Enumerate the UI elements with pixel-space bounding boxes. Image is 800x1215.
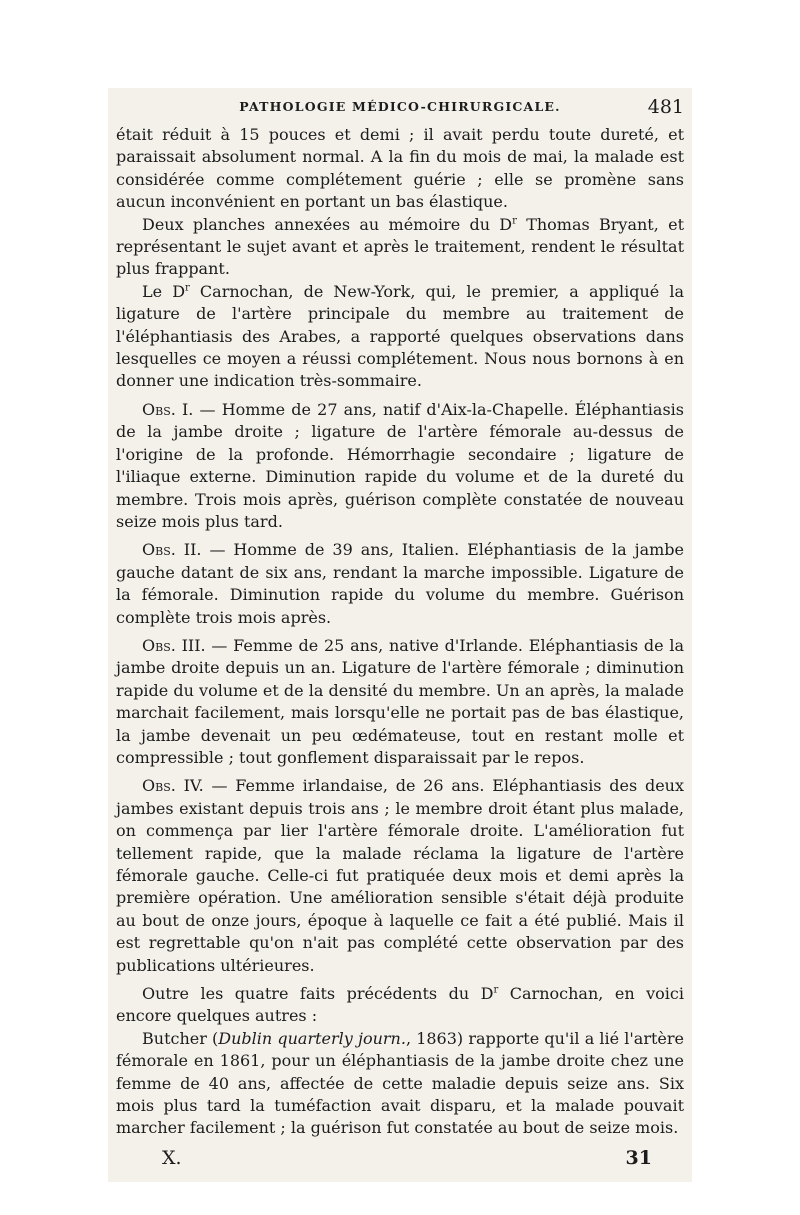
paragraph-text: Butcher ( (142, 1028, 219, 1048)
observation-paragraph (116, 775, 684, 977)
signature-mark-letter: X. (162, 1147, 182, 1169)
observation-label: Obs. I. (142, 399, 194, 419)
body-paragraph (116, 1028, 684, 1140)
paragraph-text: Le D (142, 281, 186, 301)
body-paragraph (116, 214, 684, 281)
superscript-text: r (493, 984, 499, 996)
paragraph-text: Thomas Bryant, et représentant le sujet avant et après le traitement, rendent le résultat plus frappant. (116, 214, 684, 279)
paragraph-text: — Homme de 39 ans, Italien. Eléphantiasis de la jambe gauche datant de six ans, rendant la marche impossible. Ligature de la fémorale. Diminution rapide du volume du membre. Guérison complète trois mois après. (116, 540, 684, 627)
observation-paragraph (116, 399, 684, 533)
observation-label: Obs. III. (142, 635, 206, 655)
running-head-title: PATHOLOGIE MÉDICO-CHIRURGICALE. (239, 99, 561, 114)
body-paragraph (116, 281, 684, 393)
journal-title: Dublin quarterly journ. (218, 1028, 406, 1048)
book-page (108, 88, 692, 1182)
body-paragraph (116, 124, 684, 214)
signature-mark-number: 31 (625, 1147, 652, 1169)
observation-paragraph (116, 635, 684, 769)
paragraph-text: — Femme de 25 ans, native d'Irlande. Eléphantiasis de la jambe droite depuis un an. Ligature de l'artère fémorale ; diminution rapide du volume et de la densité du membre. Un an après, la malade marchait facilement, mais lorsqu'elle ne portait pas de bas élastique, la jambe devenait un peu œdémateuse, tout en restant molle et compressible ; tout gonflement disparaissait par le repos. (116, 635, 684, 767)
paragraph-text: Outre les quatre faits précédents du D (142, 984, 494, 1004)
paragraph-text: , 1863) rapporte qu'il a lié l'artère fémorale en 1861, pour un éléphantiasis de la jambe droite chez une femme de 40 ans, affectée de cette maladie depuis seize ans. Six mois plus tard la tuméfaction avait disparu, et la malade pouvait marcher facilement ; la guérison fut constatée au bout de seize mois. (116, 1028, 685, 1138)
paragraph-text: — Homme de 27 ans, natif d'Aix-la-Chapelle. Éléphantiasis de la jambe droite ; ligature de l'artère fémorale au-dessus de l'origine de la profonde. Hémorrhagie secondaire ; ligature de l'iliaque externe. Diminution rapide du volume et de la dureté du membre. Trois mois après, guérison complète constatée de nouveau seize mois plus tard. (116, 399, 684, 531)
observation-label: Obs. II. (142, 540, 202, 560)
paragraph-text: était réduit à 15 pouces et demi ; il avait perdu toute dureté, et paraissait absolument normal. A la fin du mois de mai, la malade est considérée comme complétement guérie ; elle se promène sans aucun inconvénient en portant un bas élastique. (116, 125, 684, 212)
running-head (116, 94, 684, 120)
observation-paragraph (116, 983, 684, 1028)
page-number: 481 (647, 96, 684, 118)
text-body (116, 124, 684, 1140)
observation-label: Obs. IV. (142, 776, 204, 796)
paragraph-text: Carnochan, en voici encore quelques autres : (116, 984, 684, 1026)
paragraph-text: Deux planches annexées au mémoire du D (142, 214, 513, 234)
observation-paragraph (116, 539, 684, 629)
superscript-text: r (512, 215, 517, 227)
paragraph-text: — Femme irlandaise, de 26 ans. Eléphantiasis des deux jambes existant depuis trois ans ; le membre droit étant plus malade, on commença par lier l'artère fémorale droite. L'amélioration fut tellement rapide, que la malade réclama la ligature de l'artère fémorale gauche. Celle-ci fut pratiquée deux mois et demi après la première opération. Une amélioration sensible s'était déjà produite au bout de onze jours, époque à laquelle ce fait a été publié. Mais il est regrettable qu'on n'ait pas complété cette observation par des publications ultérieures. (116, 776, 685, 975)
page-footer (148, 1144, 652, 1172)
paragraph-text: Carnochan, de New-York, qui, le premier, a appliqué la ligature de l'artère principale du membre au traitement de l'éléphantiasis des Arabes, a rapporté quelques observations dans lesquelles ce moyen a réussi complétement. Nous nous bornons à en donner une indication très-sommaire. (116, 281, 684, 391)
superscript-text: r (185, 282, 190, 294)
